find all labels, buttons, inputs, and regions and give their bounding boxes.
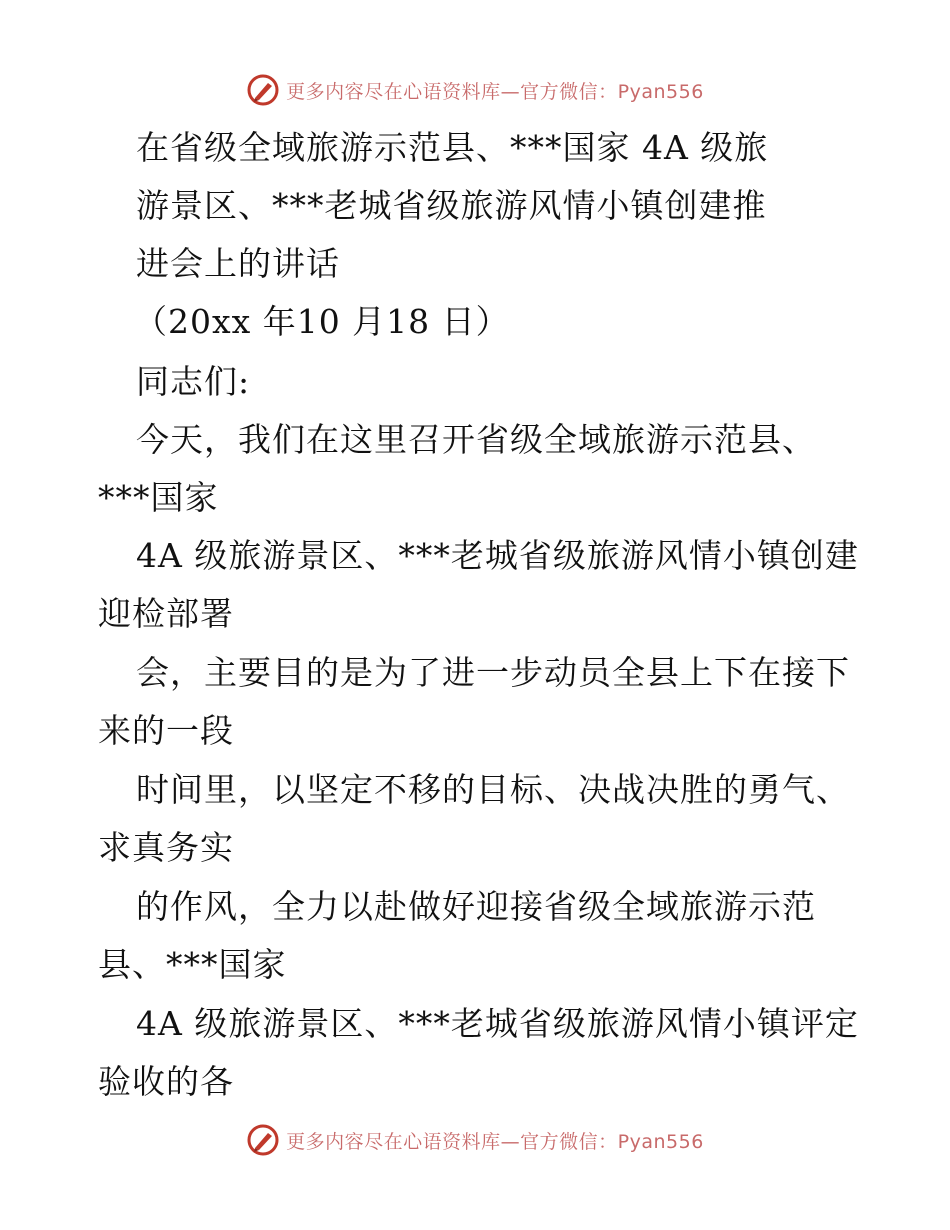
watermark-text: 更多内容尽在心语资料库—官方微信：Pyan556 — [286, 1130, 704, 1153]
pen-circle-icon — [246, 1123, 280, 1157]
title-line-2: 游景区、***老城省级旅游风情小镇创建推 — [136, 186, 767, 225]
footer-watermark — [0, 1122, 950, 1158]
paragraph-line: 来的一段 — [98, 711, 234, 750]
paragraph-line: 迎检部署 — [98, 594, 234, 633]
title-line-1: 在省级全域旅游示范县、***国家 4A 级旅 — [136, 128, 769, 167]
paragraph-line: 验收的各 — [98, 1062, 234, 1101]
paragraph-line: 时间里，以坚定不移的目标、决战决胜的勇气、 — [136, 770, 850, 809]
paragraph-line: 今天，我们在这里召开省级全域旅游示范县、 — [136, 420, 816, 459]
paragraph-line: 4A 级旅游景区、***老城省级旅游风情小镇评定 — [136, 1004, 859, 1043]
pen-circle-icon — [246, 73, 280, 107]
header-watermark — [0, 72, 950, 108]
date-line: （20xx 年10 月18 日） — [134, 302, 510, 341]
paragraph-line: 县、***国家 — [98, 945, 287, 984]
paragraph-line: 的作风，全力以赴做好迎接省级全域旅游示范 — [136, 887, 816, 926]
paragraph-line: 求真务实 — [98, 828, 234, 867]
title-line-3: 进会上的讲话 — [136, 244, 340, 283]
paragraph-line: 会，主要目的是为了进一步动员全县上下在接下 — [136, 653, 850, 692]
paragraph-line: 4A 级旅游景区、***老城省级旅游风情小镇创建 — [136, 536, 859, 575]
paragraph-line: ***国家 — [98, 478, 219, 517]
salutation: 同志们: — [136, 362, 251, 401]
watermark-text: 更多内容尽在心语资料库—官方微信：Pyan556 — [286, 80, 704, 103]
